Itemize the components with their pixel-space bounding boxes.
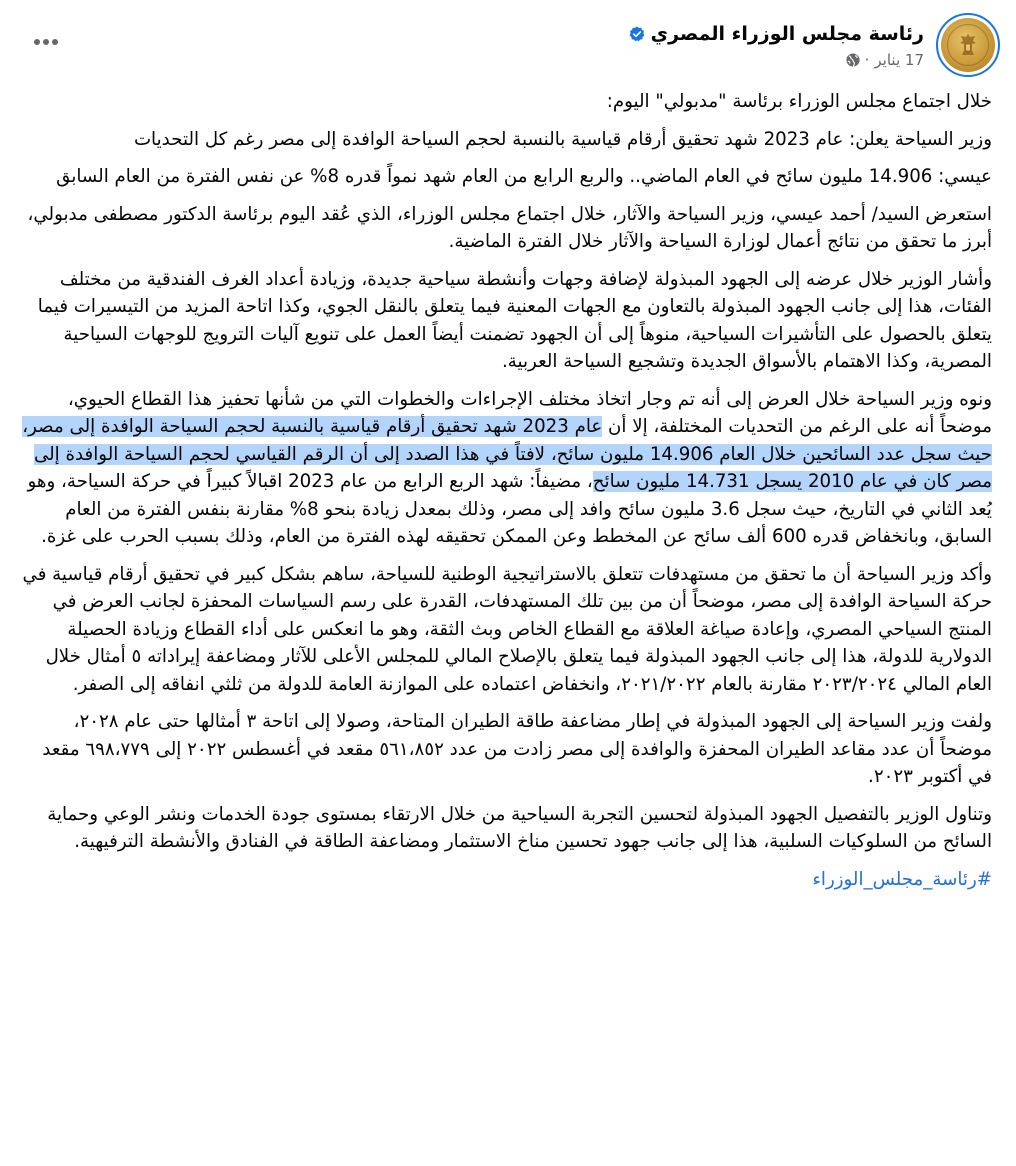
hashtag-row [22, 866, 992, 894]
paragraph-text-after-selection: ، مضيفاً: شهد الربع الرابع من عام 2023 اقبالاً كبيراً في حركة السياحة، وهو يُعد الثاني في التاريخ، حيث سجل 3.6 مليون سائح وافد إلى مصر، وذلك بمعدل زيادة بنحو 8% مقارنة بنفس الفترة من العام السابق، وبانخفاض قدره 600 ألف سائح عن المخطط وعن الممكن تحقيقه لهذه الفترة من العام، وذلك بسبب الحرب على غزة. [27, 471, 992, 547]
post-paragraph: ولفت وزير السياحة إلى الجهود المبذولة في إطار مضاعفة طاقة الطيران المتاحة، وصولا إلى اتاحة ٣ أمثالها حتى عام ٢٠٢٨، موضحاً أن عدد مقاعد الطيران المحفزة والوافدة إلى مصر زادت من عدد ٥٦١،٨٥٢ مقعد في أغسطس ٢٠٢٢ إلى ٦٩٨،٧٧٩ مقعد في أكتوبر ٢٠٢٣. [42, 711, 992, 787]
post-body [22, 88, 992, 903]
post-paragraph: عيسي: 14.906 مليون سائح في العام الماضي.. والربع الرابع من العام شهد نمواً قدره 8% عن نفس الفترة من العام السابق [56, 166, 992, 187]
post-paragraph: خلال اجتماع مجلس الوزراء برئاسة "مدبولي" اليوم: [606, 91, 992, 112]
hashtag-link[interactable]: #رئاسة_مجلس_الوزراء [812, 868, 992, 890]
page-name-link[interactable]: رئاسة مجلس الوزراء المصري [650, 22, 924, 45]
verified-badge-icon [629, 26, 645, 42]
egypt-seal-icon [941, 18, 995, 72]
meta-separator: · [864, 50, 870, 69]
post-header [16, 14, 1000, 76]
paragraph-text-before-selection: ونوه وزير السياحة خلال العرض إلى أنه تم وجار اتخاذ مختلف الإجراءات والخطوات التي من شأنها تحفيز هذا القطاع الحيوي، موضحاً أنه على الرغم من التحديات المختلفة، إلا أن [67, 388, 992, 437]
post-paragraph-with-selection [22, 386, 992, 551]
post-timestamp[interactable]: 17 يناير [874, 50, 924, 69]
post-paragraph: وأشار الوزير خلال عرضه إلى الجهود المبذولة لإضافة وجهات وأنشطة سياحية جديدة، وزيادة أعداد الغرف الفندقية من مختلف الفئات، هذا إلى جانب الجهود المبذولة بالتعاون مع الجهات المعنية فيما يتعلق بالنقل الجوي، وكذا اتاحة المزيد من التيسيرات فيما يتعلق بالحصول على التأشيرات السياحية، منوهاً إلى أن الجهود تضمنت أيضاً العمل على تنويع آليات الترويج للوجهات السياحية المصرية، وكذا الاهتمام بالأسواق الجديدة وتشجيع السياحة العربية. [37, 268, 992, 372]
selected-text-highlight[interactable]: عام 2023 شهد تحقيق أرقام قياسية بالنسبة لحجم السياحة الوافدة إلى مصر، حيث سجل عدد السائحين خلال العام 14.906 مليون سائح، لافتاً في هذا الصدد إلى أن الرقم القياسي لحجم السياحة الوافدة إلى مصر كان في عام 2010 يسجل 14.731 مليون سائح [22, 416, 992, 492]
post-header-text [629, 21, 924, 70]
post-paragraph: وزير السياحة يعلن: عام 2023 شهد تحقيق أرقام قياسية بالنسبة لحجم السياحة الوافدة إلى مصر رغم كل التحديات [133, 128, 992, 150]
post-paragraph: وتناول الوزير بالتفصيل الجهود المبذولة لتحسين التجربة السياحية من خلال الارتقاء بمستوى جودة الخدمات ونشر الوعي وحماية السائح من السلوكيات السلبية، هذا إلى جانب جهود تحسين مناخ الاستثمار ومضاعفة الطاقة في الفنادق والأنشطة الترفيهية. [47, 803, 992, 852]
author-row [629, 21, 924, 47]
post-meta [846, 50, 924, 70]
post-paragraph: استعرض السيد/ أحمد عيسي، وزير السياحة والآثار، خلال اجتماع مجلس الوزراء، الذي عُقد اليوم برئاسة الدكتور مصطفى مدبولي، أبرز ما تحقق من نتائج أعمال لوزارة السياحة والآثار خلال الفترة الماضية. [27, 203, 992, 252]
avatar[interactable] [936, 13, 1000, 77]
eagle-emblem-icon [958, 33, 978, 57]
globe-icon[interactable] [846, 53, 860, 67]
post-paragraph: وأكد وزير السياحة أن ما تحقق من مستهدفات تتعلق بالاستراتيجية الوطنية للسياحة، ساهم بشكل كبير في تحقيق أرقام قياسية في حركة السياحة الوافدة إلى مصر، موضحاً أن من بين تلك المستهدفات، القدرة على رسم السياسات المحفزة لجانب العرض في المنتج السياحي المصري، وإعادة صياغة العلاقة مع القطاع الخاص وبث الثقة، وهو ما انعكس على أداء القطاع وزيادة الحصيلة الدولارية للدولة، هذا إلى جانب الجهود المبذولة فيما يتعلق بالإصلاح المالي للمجلس الأعلى للآثار ومضاعفة إيراداته ٥ أمثال خلال العام المالي ٢٠٢٣/٢٠٢٤ مقارنة بالعام ٢٠٢١/٢٠٢٢، وانخفاض اعتماده على الموازنة العامة للدولة من ثلثي انفاقه إلى الصفر. [22, 563, 992, 695]
